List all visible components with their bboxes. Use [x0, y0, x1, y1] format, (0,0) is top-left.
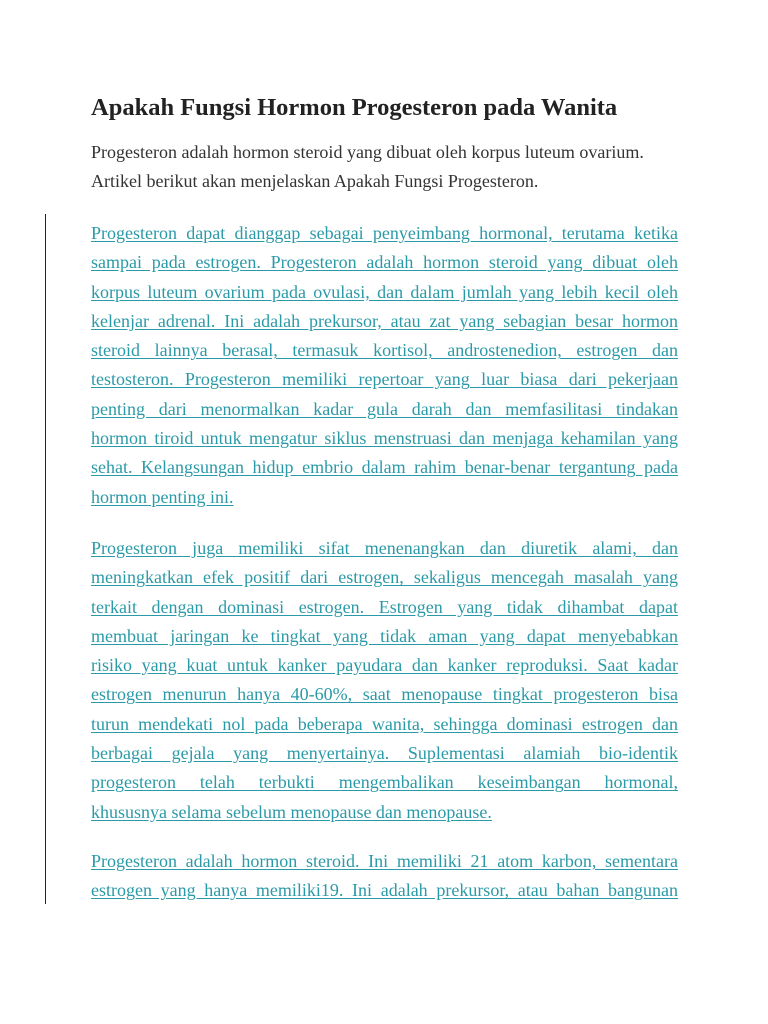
paragraph-line[interactable]: estrogen menurun hanya 40-60%, saat menopause tingkat progesteron bisa — [91, 684, 678, 705]
article-intro — [91, 138, 691, 196]
quote-paragraph[interactable] — [91, 219, 678, 512]
quote-paragraph[interactable] — [91, 534, 678, 827]
paragraph-line[interactable]: membuat jaringan ke tingkat yang tidak aman yang dapat menyebabkan — [91, 625, 678, 646]
paragraph-line[interactable]: sampai pada estrogen. Progesteron adalah hormon steroid yang dibuat oleh — [91, 252, 678, 273]
intro-line: Artikel berikut akan menjelaskan Apakah Fungsi Progesteron. — [91, 171, 539, 191]
paragraph-line[interactable]: testosteron. Progesteron memiliki repertoar yang luar biasa dari pekerjaan — [91, 369, 678, 390]
paragraph-line[interactable]: steroid lainnya berasal, termasuk kortisol, androstenedion, estrogen dan — [91, 340, 678, 361]
paragraph-line[interactable]: turun mendekati nol pada beberapa wanita, sehingga dominasi estrogen dan — [91, 713, 678, 734]
paragraph-line[interactable]: penting dari menormalkan kadar gula darah dan memfasilitasi tindakan — [91, 398, 678, 419]
paragraph-line[interactable]: Progesteron adalah hormon steroid. Ini memiliki 21 atom karbon, sementara — [91, 851, 678, 871]
paragraph-line[interactable]: hormon tiroid untuk mengatur siklus menstruasi dan menjaga kehamilan yang — [91, 428, 678, 449]
paragraph-line[interactable]: korpus luteum ovarium pada ovulasi, dan dalam jumlah yang lebih kecil oleh — [91, 281, 678, 302]
paragraph-line[interactable]: berbagai gejala yang menyertainya. Suplementasi alamiah bio-identik — [91, 743, 678, 764]
quote-paragraph[interactable] — [91, 847, 678, 906]
paragraph-line[interactable]: kelenjar adrenal. Ini adalah prekursor, atau zat yang sebagian besar hormon — [91, 310, 678, 331]
paragraph-line[interactable]: meningkatkan efek positif dari estrogen, sekaligus mencegah masalah yang — [91, 567, 678, 588]
paragraph-line[interactable]: terkait dengan dominasi estrogen. Estrogen yang tidak dihambat dapat — [91, 596, 678, 617]
paragraph-line[interactable]: sehat. Kelangsungan hidup embrio dalam rahim benar-benar tergantung pada — [91, 457, 678, 478]
paragraph-line[interactable]: estrogen yang hanya memiliki19. Ini adalah prekursor, atau bahan bangunan — [91, 880, 678, 901]
paragraph-line[interactable]: progesteron telah terbukti mengembalikan keseimbangan hormonal, — [91, 772, 678, 793]
paragraph-line[interactable]: Progesteron juga memiliki sifat menenangkan dan diuretik alami, dan — [91, 538, 678, 558]
paragraph-line[interactable]: risiko yang kuat untuk kanker payudara dan kanker reproduksi. Saat kadar — [91, 655, 678, 676]
blockquote-bar — [45, 214, 46, 904]
paragraph-line[interactable]: khususnya selama sebelum menopause dan menopause. — [91, 801, 492, 822]
paragraph-line[interactable]: hormon penting ini. — [91, 486, 234, 507]
article-title: Apakah Fungsi Hormon Progesteron pada Wanita — [91, 94, 618, 121]
paragraph-line[interactable]: Progesteron dapat dianggap sebagai penyeimbang hormonal, terutama ketika — [91, 223, 678, 243]
intro-line: Progesteron adalah hormon steroid yang dibuat oleh korpus luteum ovarium. — [91, 142, 644, 162]
